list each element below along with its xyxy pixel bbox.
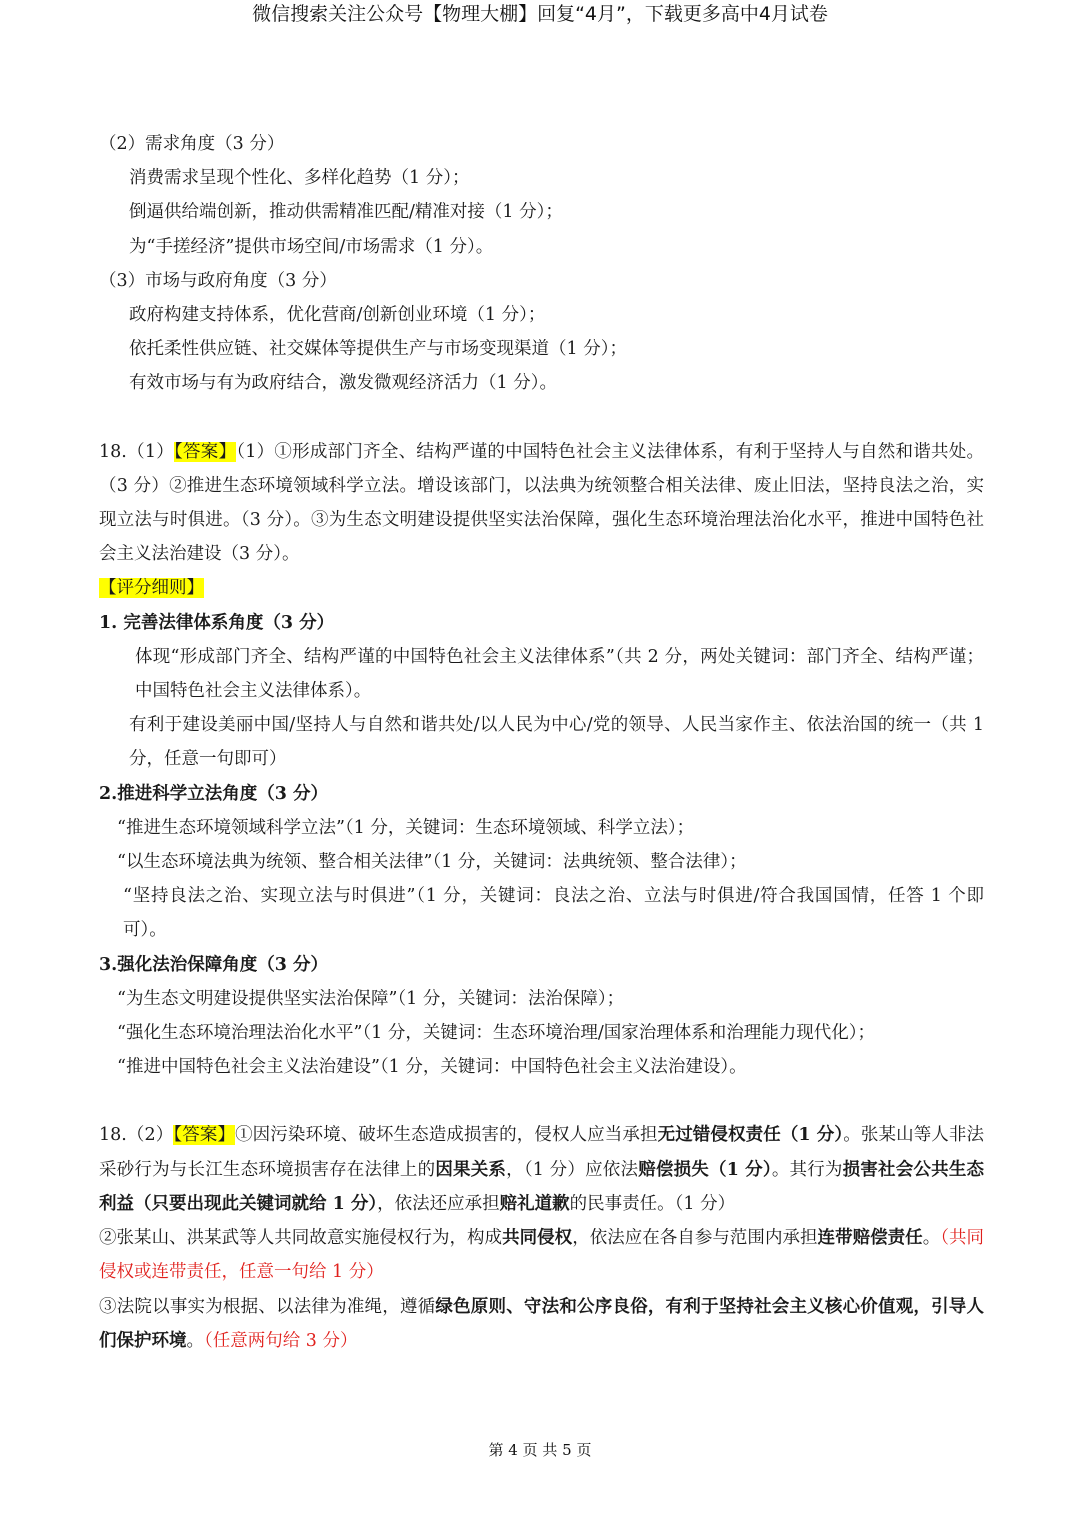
answer-text: ，（1 分）应依法 xyxy=(506,1159,639,1180)
list-item: 有效市场与有为政府结合，激发微观经济活力（1 分）。 xyxy=(129,373,557,394)
rubric-paragraph: 有利于建设美丽中国/坚持人与自然和谐共处/以人民为中心/党的领导、人民当家作主、依法治国的统一（共 1 分，任意一句即可） xyxy=(129,715,984,770)
q18-2-answer-paragraph xyxy=(99,1118,984,1221)
keyword: 赔礼道歉 xyxy=(499,1193,570,1214)
list-item: 倒逼供给端创新，推动供需精准匹配/精准对接（1 分）； xyxy=(129,202,563,223)
answer-text: ，依法还应承担 xyxy=(377,1193,500,1214)
list-item: “为生态文明建设提供坚实法治保障”（1 分，关键词：法治保障）； xyxy=(117,988,625,1009)
q18-1-answer-paragraph xyxy=(99,435,984,572)
keyword: 连带赔偿责任 xyxy=(817,1228,923,1249)
page-number-footer: 第 4 页 共 5 页 xyxy=(488,1441,592,1459)
rubric-heading-3: 3.强化法治保障角度（3 分） xyxy=(99,954,329,975)
answer-tag: 【答案】 xyxy=(173,441,237,462)
list-item: 为“手搓经济”提供市场空间/市场需求（1 分）。 xyxy=(129,236,494,257)
question-number: 18.（1） xyxy=(99,441,174,462)
list-item: 政府构建支持体系，优化营商/创新创业环境（1 分）； xyxy=(129,305,546,326)
answer-text: 。 xyxy=(186,1330,204,1351)
keyword: 因果关系 xyxy=(435,1159,507,1180)
list-item: “推进生态环境领域科学立法”（1 分，关键词：生态环境领域、科学立法）； xyxy=(117,817,695,838)
answer-text: （1）①形成部门齐全、结构严谨的中国特色社会主义法律体系，有利于坚持人与自然和谐共处。（3 分）②推进生态环境领域科学立法。增设该部门，以法典为统领整合相关法律、废止旧法，坚持良法之治，实现立法与时俱进。（3 分）。③为生态文明建设提供坚实法治保障，强化生态环境治理法治化水平，推进中国特色社会主义法治建设（3 分）。 xyxy=(99,441,985,565)
rubric-heading-2: 2.推进科学立法角度（3 分） xyxy=(99,783,329,804)
rubric-line xyxy=(99,571,984,605)
list-item: “推进中国特色社会主义法治建设”（1 分，关键词：中国特色社会主义法治建设）。 xyxy=(117,1057,747,1078)
rubric-paragraph: “坚持良法之治、实现立法与时俱进”（1 分，关键词：良法之治、立法与时俱进/符合我国国情，任答 1 个即可）。 xyxy=(123,886,984,941)
section-heading-demand: （2）需求角度（3 分） xyxy=(99,134,285,154)
keyword: 赔偿损失（1 分） xyxy=(638,1159,772,1180)
answer-tag: 【答案】 xyxy=(173,1125,236,1146)
answer-text: ①因污染环境、破坏生态造成损害的，侵权人应当承担 xyxy=(235,1125,658,1146)
rubric-tag: 【评分细则】 xyxy=(99,578,204,599)
rubric-heading-1: 1. 完善法律体系角度（3 分） xyxy=(99,612,335,633)
answer-text: 。其行为 xyxy=(771,1159,843,1180)
answer-text: 的民事责任。（1 分） xyxy=(569,1193,736,1214)
list-item: “强化生态环境治理法治化水平”（1 分，关键词：生态环境治理/国家治理体系和治理能力现代化）； xyxy=(117,1023,875,1044)
keyword: 损害社会公共生态利益（只要出现此关键词就给 1 分） xyxy=(99,1159,985,1214)
answer-text: ②张某山、洪某武等人共同故意实施侵权行为，构成 xyxy=(99,1228,503,1249)
answer-text: ③法院以事实为根据、以法律为准绳，遵循 xyxy=(99,1296,436,1317)
keyword: 绿色原则、守法和公序良俗，有利于坚持社会主义核心价值观，引导人们保护环境 xyxy=(99,1296,985,1351)
answer-text: 。张某山等人非法采砂行为与长江生态环境损害存在法律上的 xyxy=(99,1125,985,1180)
scoring-note: （任意两句给 3 分） xyxy=(204,1330,358,1351)
q18-2-paragraph-3 xyxy=(99,1290,984,1358)
answer-text: 。 xyxy=(922,1228,941,1249)
keyword: 共同侵权 xyxy=(502,1228,573,1249)
page-header-banner: 微信搜索关注公众号【物理大棚】回复“4月”，下载更多高中4月试卷 xyxy=(252,3,828,25)
list-item: 消费需求呈现个性化、多样化趋势（1 分）； xyxy=(129,168,470,189)
q18-2-paragraph-2 xyxy=(99,1221,984,1289)
list-item: 依托柔性供应链、社交媒体等提供生产与市场变现渠道（1 分）； xyxy=(129,339,627,360)
section-heading-market-government: （3）市场与政府角度（3 分） xyxy=(99,270,337,291)
keyword: 无过错侵权责任（1 分） xyxy=(657,1125,844,1146)
spacer xyxy=(99,1084,984,1118)
question-number: 18.（2） xyxy=(99,1125,174,1146)
scoring-note: （共同侵权或连带责任，任意一句给 1 分） xyxy=(99,1228,985,1283)
list-item: “以生态环境法典为统领、整合相关法律”（1 分，关键词：法典统领、整合法律）； xyxy=(117,852,747,873)
document-body xyxy=(99,127,984,1358)
rubric-paragraph: 体现“形成部门齐全、结构严谨的中国特色社会主义法律体系”（共 2 分，两处关键词：部门齐全、结构严谨；中国特色社会主义法律体系）。 xyxy=(135,646,984,702)
spacer xyxy=(99,401,984,435)
answer-text: ，依法应在各自参与范围内承担 xyxy=(572,1228,818,1249)
